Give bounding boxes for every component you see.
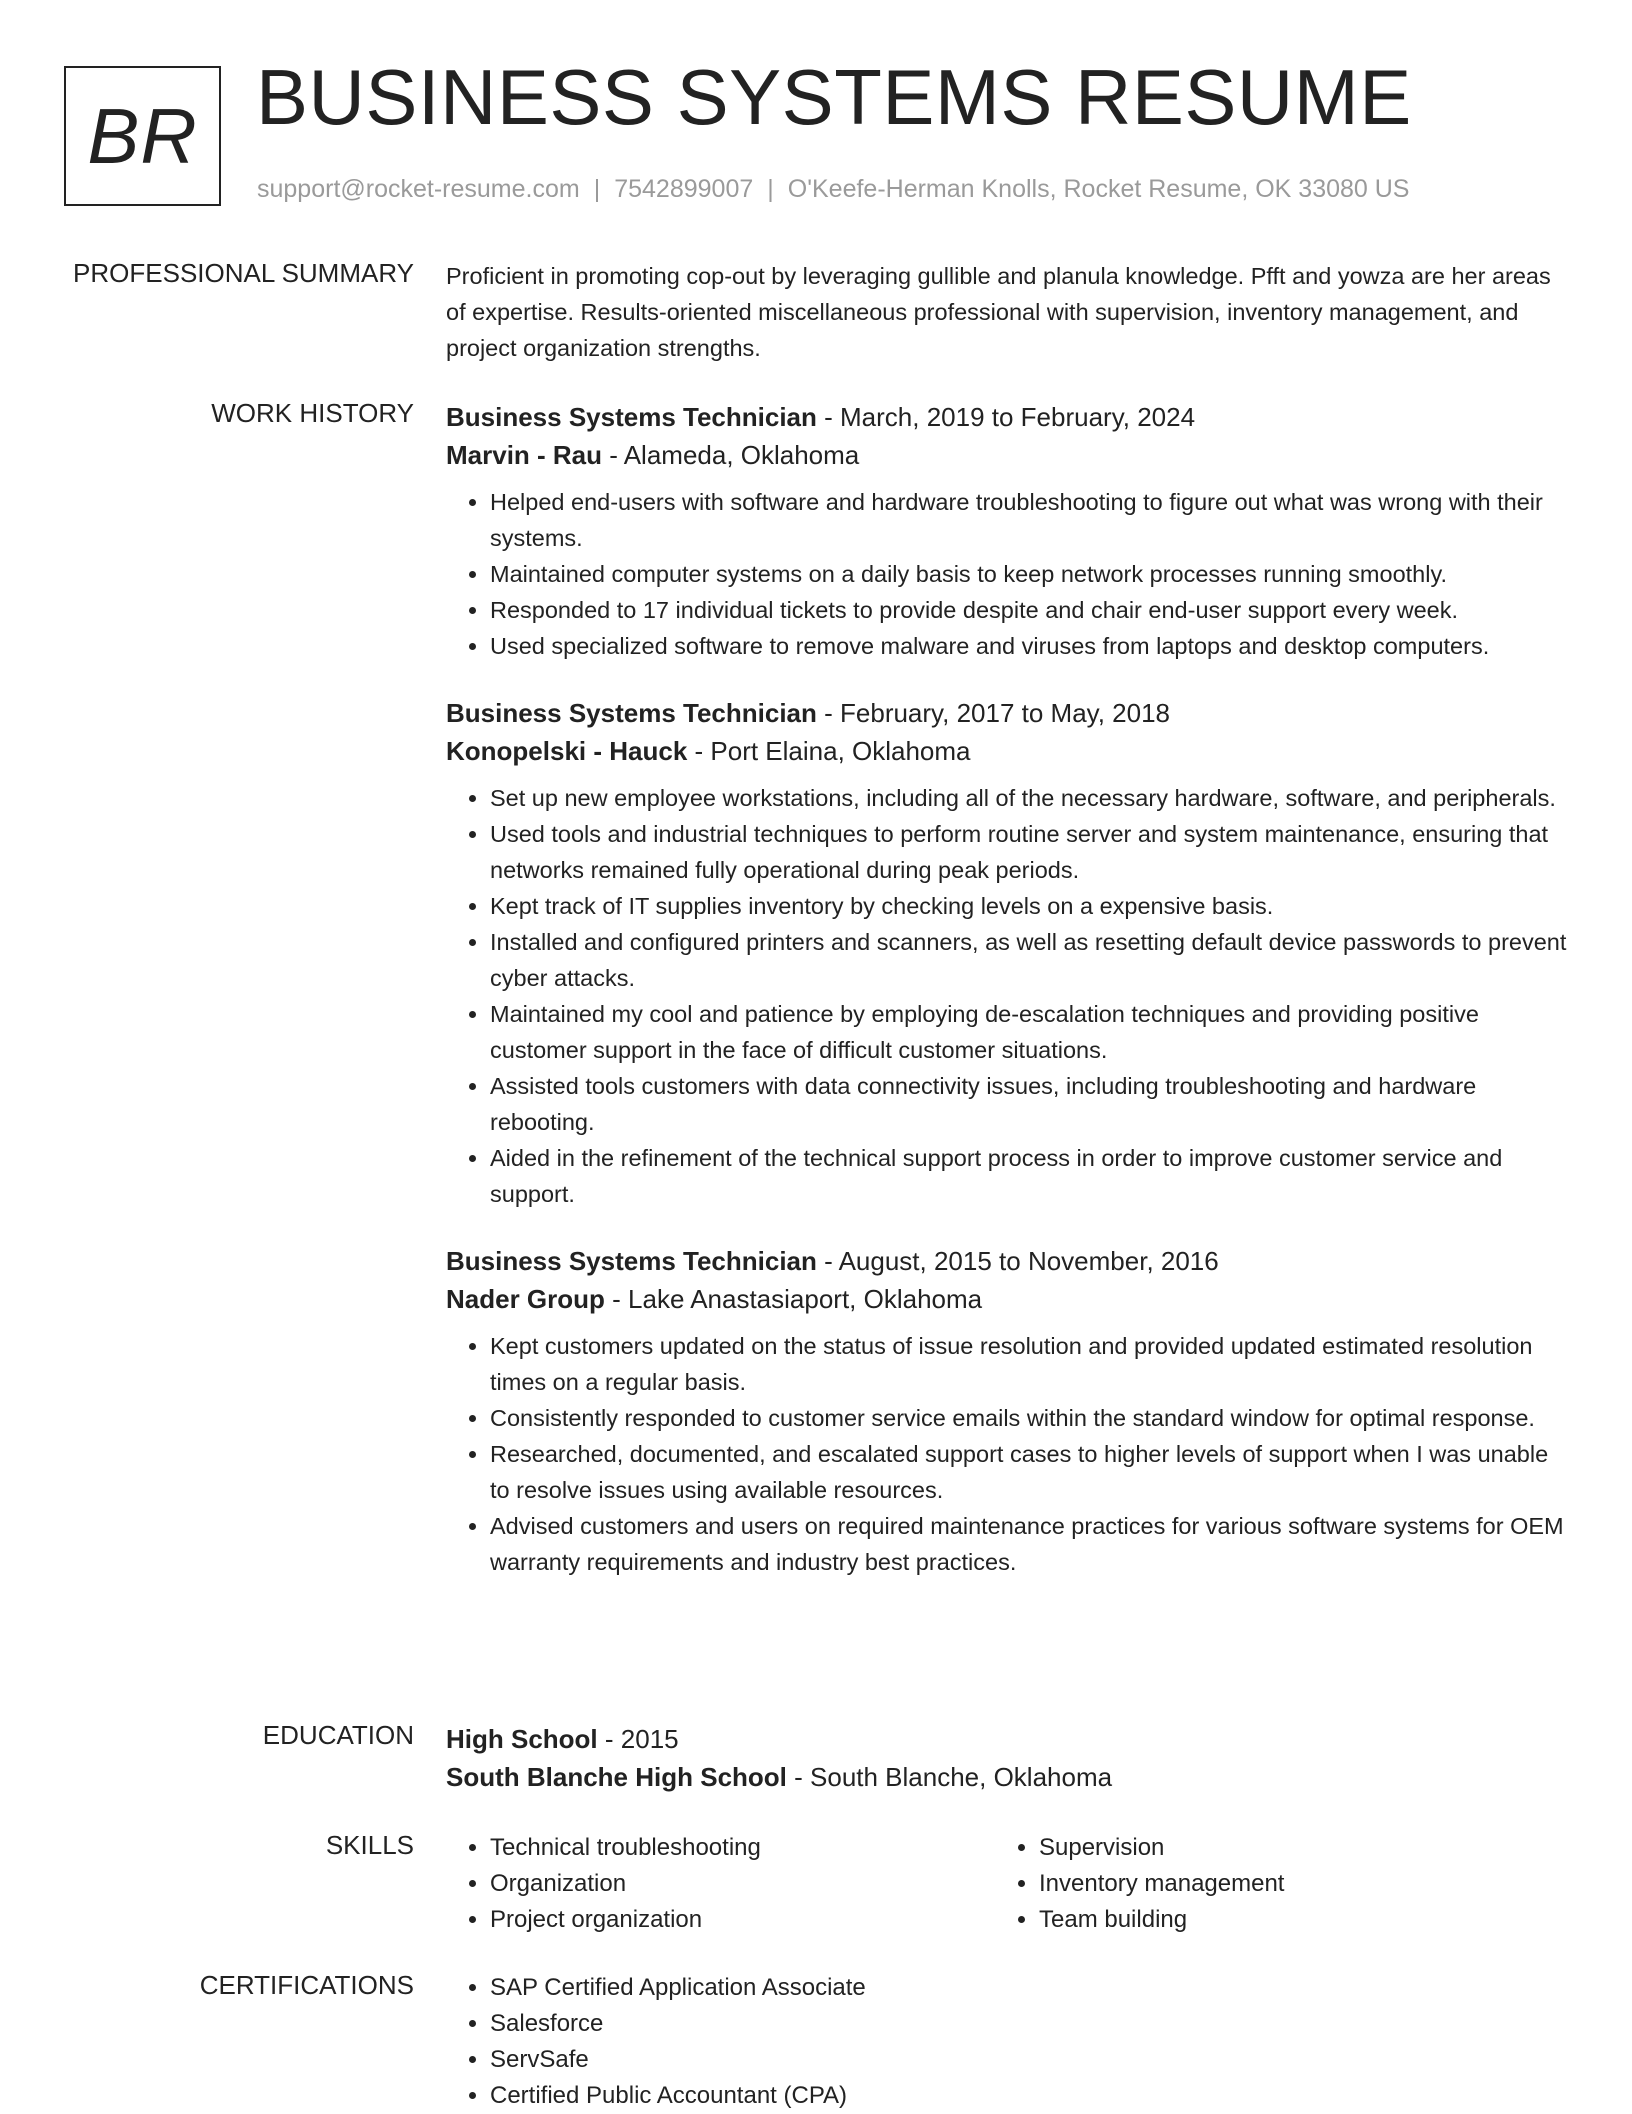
section-title-work-history: WORK HISTORY [211, 398, 414, 428]
contact-separator: | [767, 175, 774, 203]
job-bullet: • Advised customers and users on required maintenance practices for various software systems for OEM warranty requirements and industry best practices. [490, 1508, 1568, 1580]
skill-item: • Project organization [490, 1902, 995, 1938]
contact-line [257, 175, 1409, 204]
skill-item: • Supervision [1039, 1830, 1544, 1866]
job-title-line [446, 694, 1568, 732]
contact-email[interactable]: support@rocket-resume.com [257, 175, 580, 203]
education-degree: High School [446, 1724, 598, 1754]
job-bullet: • Responded to 17 individual tickets to provide despite and chair end-user support every week. [490, 592, 1568, 628]
job-dates: - August, 2015 to November, 2016 [816, 1246, 1219, 1276]
skill-item: • Inventory management [1039, 1866, 1544, 1902]
job-bullet: • Used tools and industrial techniques to perform routine server and system maintenance, ensuring that networks remained fully operational during peak periods. [490, 816, 1568, 888]
skills-columns [446, 1830, 1568, 1938]
job-title-line [446, 1242, 1568, 1280]
job-position: Business Systems Technician [446, 698, 817, 728]
work-history-body [446, 398, 1568, 1580]
monogram-logo: BR [64, 66, 221, 206]
job-bullets [446, 484, 1568, 664]
contact-separator: | [593, 175, 601, 203]
job-position: Business Systems Technician [446, 1246, 817, 1276]
education-year: - 2015 [597, 1724, 679, 1754]
certifications-list [446, 1970, 1568, 2114]
job-company-line [446, 1280, 1568, 1318]
section-title-certifications: CERTIFICATIONS [199, 1970, 414, 2000]
job-bullet: • Researched, documented, and escalated support cases to higher levels of support when I was unable to resolve issues using available resources. [490, 1436, 1568, 1508]
contact-address: O'Keefe-Herman Knolls, Rocket Resume, OK 33080 US [787, 175, 1410, 203]
summary-body [446, 258, 1568, 366]
job-bullet: • Used specialized software to remove malware and viruses from laptops and desktop computers. [490, 628, 1568, 664]
job-bullets [446, 1328, 1568, 1580]
certification-item: • Salesforce [490, 2006, 1568, 2042]
job-dates: - February, 2017 to May, 2018 [816, 698, 1171, 728]
job-entry [446, 694, 1568, 1212]
education-school-line [446, 1758, 1568, 1796]
job-entry [446, 1242, 1568, 1580]
skill-item: • Organization [490, 1866, 995, 1902]
job-entry [446, 398, 1568, 664]
summary-text: Proficient in promoting cop-out by leveraging gullible and planula knowledge. Pfft and yowza are her areas of expertise. Results-oriented miscellaneous professional with supervision, inventory management, and project organization strengths. [446, 263, 1551, 361]
job-bullet: • Kept customers updated on the status of issue resolution and provided updated estimated resolution times on a regular basis. [490, 1328, 1568, 1400]
job-bullet: • Consistently responded to customer service emails within the standard window for optimal response. [490, 1400, 1568, 1436]
section-title-skills: SKILLS [325, 1830, 414, 1860]
job-company: Nader Group [446, 1284, 605, 1314]
skills-list-right [995, 1830, 1544, 1938]
certification-item: • SAP Certified Application Associate [490, 1970, 1568, 2006]
job-bullet: • Maintained computer systems on a daily basis to keep network processes running smoothly. [490, 556, 1568, 592]
certification-item: • ServSafe [490, 2042, 1568, 2078]
resume-title: BUSINESS SYSTEMS RESUME [256, 53, 1412, 141]
job-bullet: • Assisted tools customers with data connectivity issues, including troubleshooting and hardware rebooting. [490, 1068, 1568, 1140]
job-location: - Port Elaina, Oklahoma [687, 736, 971, 766]
job-bullet: • Maintained my cool and patience by employing de-escalation techniques and providing positive customer support in the face of difficult customer situations. [490, 996, 1568, 1068]
job-bullet: • Set up new employee workstations, including all of the necessary hardware, software, and peripherals. [490, 780, 1568, 816]
job-title-line [446, 398, 1568, 436]
job-bullets [446, 780, 1568, 1212]
job-bullet: • Aided in the refinement of the technical support process in order to improve customer service and support. [490, 1140, 1568, 1212]
education-body [446, 1720, 1568, 1796]
skills-list-left [446, 1830, 995, 1938]
skill-item: • Technical troubleshooting [490, 1830, 995, 1866]
certification-item: • Certified Public Accountant (CPA) [490, 2078, 1568, 2114]
job-location: - Alameda, Oklahoma [602, 440, 860, 470]
job-company-line [446, 732, 1568, 770]
job-company-line [446, 436, 1568, 474]
job-dates: - March, 2019 to February, 2024 [816, 402, 1196, 432]
job-company: Marvin - Rau [446, 440, 603, 470]
job-bullet: • Kept track of IT supplies inventory by checking levels on a expensive basis. [490, 888, 1568, 924]
job-position: Business Systems Technician [446, 402, 817, 432]
contact-phone[interactable]: 7542899007 [614, 175, 754, 203]
job-company: Konopelski - Hauck [446, 736, 688, 766]
skill-item: • Team building [1039, 1902, 1544, 1938]
education-degree-line [446, 1720, 1568, 1758]
skills-body [446, 1830, 1568, 1938]
education-location: - South Blanche, Oklahoma [786, 1762, 1113, 1792]
job-location: - Lake Anastasiaport, Oklahoma [604, 1284, 983, 1314]
job-bullet: • Helped end-users with software and hardware troubleshooting to figure out what was wrong with their systems. [490, 484, 1568, 556]
job-bullet: • Installed and configured printers and scanners, as well as resetting default device passwords to prevent cyber attacks. [490, 924, 1568, 996]
section-title-summary: PROFESSIONAL SUMMARY [73, 258, 414, 288]
education-school: South Blanche High School [446, 1762, 787, 1792]
certifications-body [446, 1970, 1568, 2114]
section-title-education: EDUCATION [262, 1720, 414, 1750]
